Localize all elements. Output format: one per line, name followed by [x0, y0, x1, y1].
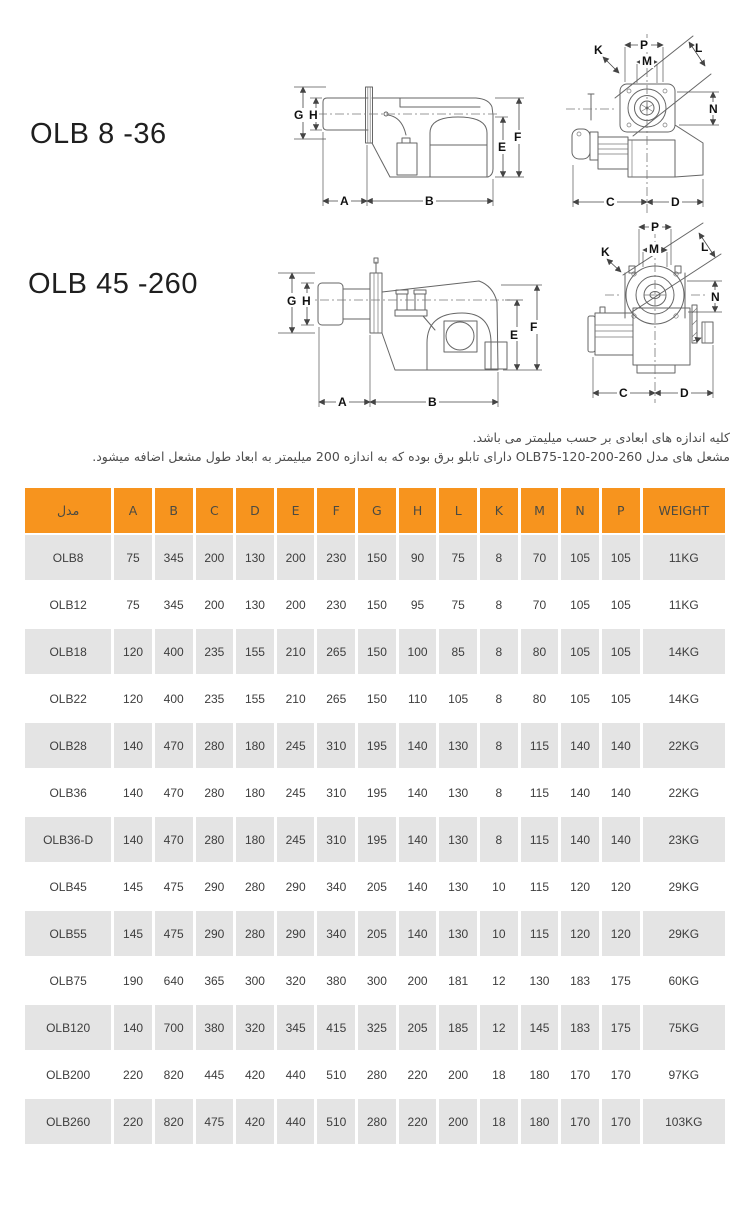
value-cell: 8	[480, 629, 518, 674]
olb8-36-front-view-drawing	[553, 28, 750, 220]
model-cell: OLB200	[25, 1052, 111, 1097]
dim-label-k: K	[601, 245, 610, 259]
model-cell: OLB75	[25, 958, 111, 1003]
value-cell: 280	[196, 770, 234, 815]
header-cell: H	[399, 488, 437, 533]
value-cell: 130	[439, 864, 477, 909]
table-row	[25, 723, 725, 768]
value-cell: 820	[155, 1099, 193, 1144]
weight-cell: 22KG	[643, 770, 725, 815]
value-cell: 180	[236, 770, 274, 815]
value-cell: 210	[277, 629, 315, 674]
value-cell: 140	[399, 817, 437, 862]
value-cell: 18	[480, 1099, 518, 1144]
value-cell: 115	[521, 770, 559, 815]
value-cell: 475	[155, 864, 193, 909]
dim-label-f: F	[530, 320, 538, 334]
dim-label-h: H	[302, 294, 311, 308]
value-cell: 105	[561, 535, 599, 580]
table-row	[25, 958, 725, 1003]
value-cell: 340	[317, 864, 355, 909]
dim-label-m: M	[649, 242, 659, 256]
value-cell: 140	[602, 770, 640, 815]
weight-cell: 103KG	[643, 1099, 725, 1144]
value-cell: 8	[480, 535, 518, 580]
value-cell: 170	[561, 1099, 599, 1144]
value-cell: 700	[155, 1005, 193, 1050]
value-cell: 105	[602, 582, 640, 627]
weight-cell: 11KG	[643, 582, 725, 627]
value-cell: 820	[155, 1052, 193, 1097]
value-cell: 70	[521, 535, 559, 580]
model-cell: OLB28	[25, 723, 111, 768]
value-cell: 140	[561, 770, 599, 815]
value-cell: 280	[196, 723, 234, 768]
dim-label-g: G	[294, 108, 304, 122]
value-cell: 280	[196, 817, 234, 862]
value-cell: 115	[521, 864, 559, 909]
value-cell: 440	[277, 1052, 315, 1097]
value-cell: 130	[439, 723, 477, 768]
value-cell: 420	[236, 1052, 274, 1097]
header-cell-model: مدل	[25, 488, 111, 533]
value-cell: 220	[399, 1099, 437, 1144]
burner-side-outline	[303, 258, 510, 370]
value-cell: 105	[561, 629, 599, 674]
value-cell: 400	[155, 676, 193, 721]
model-cell: OLB55	[25, 911, 111, 956]
dim-label-k: K	[594, 43, 603, 57]
dim-label-b: B	[425, 194, 434, 208]
header-cell: M	[521, 488, 559, 533]
value-cell: 415	[317, 1005, 355, 1050]
value-cell: 290	[277, 864, 315, 909]
value-cell: 220	[399, 1052, 437, 1097]
value-cell: 245	[277, 770, 315, 815]
value-cell: 345	[155, 535, 193, 580]
value-cell: 300	[236, 958, 274, 1003]
value-cell: 120	[114, 676, 152, 721]
value-cell: 120	[602, 864, 640, 909]
table-row	[25, 1052, 725, 1097]
value-cell: 365	[196, 958, 234, 1003]
header-cell: E	[277, 488, 315, 533]
value-cell: 175	[602, 958, 640, 1003]
dim-label-d: D	[680, 386, 689, 400]
dim-label-l: L	[695, 41, 703, 55]
value-cell: 145	[114, 911, 152, 956]
weight-cell: 22KG	[643, 723, 725, 768]
value-cell: 120	[561, 864, 599, 909]
value-cell: 140	[114, 1005, 152, 1050]
value-cell: 95	[399, 582, 437, 627]
value-cell: 115	[521, 723, 559, 768]
value-cell: 12	[480, 958, 518, 1003]
value-cell: 85	[439, 629, 477, 674]
weight-cell: 14KG	[643, 629, 725, 674]
value-cell: 310	[317, 723, 355, 768]
value-cell: 181	[439, 958, 477, 1003]
value-cell: 175	[602, 1005, 640, 1050]
value-cell: 180	[236, 817, 274, 862]
value-cell: 10	[480, 864, 518, 909]
model-cell: OLB36	[25, 770, 111, 815]
value-cell: 140	[114, 770, 152, 815]
value-cell: 8	[480, 770, 518, 815]
table-row	[25, 535, 725, 580]
value-cell: 115	[521, 817, 559, 862]
value-cell: 140	[602, 723, 640, 768]
weight-cell: 97KG	[643, 1052, 725, 1097]
value-cell: 75	[114, 535, 152, 580]
value-cell: 75	[114, 582, 152, 627]
value-cell: 130	[439, 911, 477, 956]
value-cell: 230	[317, 535, 355, 580]
value-cell: 205	[399, 1005, 437, 1050]
value-cell: 130	[439, 817, 477, 862]
value-cell: 200	[439, 1099, 477, 1144]
value-cell: 200	[277, 582, 315, 627]
table-row	[25, 1005, 725, 1050]
olb45-260-side-view-drawing	[275, 240, 545, 415]
dim-label-a: A	[340, 194, 349, 208]
value-cell: 105	[602, 629, 640, 674]
value-cell: 235	[196, 676, 234, 721]
value-cell: 170	[602, 1052, 640, 1097]
value-cell: 220	[114, 1099, 152, 1144]
dim-label-g: G	[287, 294, 297, 308]
value-cell: 290	[196, 911, 234, 956]
value-cell: 470	[155, 817, 193, 862]
value-cell: 320	[236, 1005, 274, 1050]
value-cell: 130	[236, 582, 274, 627]
value-cell: 183	[561, 958, 599, 1003]
value-cell: 280	[358, 1052, 396, 1097]
value-cell: 70	[521, 582, 559, 627]
weight-cell: 75KG	[643, 1005, 725, 1050]
model-cell: OLB12	[25, 582, 111, 627]
value-cell: 105	[602, 535, 640, 580]
note-line-2: مشعل های مدل OLB75-120-200-260 دارای تابلو برق بوده که به اندازه 200 میلیمتر به ابعاد طول مشعل اضافه میشود.	[92, 449, 730, 464]
value-cell: 150	[358, 582, 396, 627]
value-cell: 8	[480, 676, 518, 721]
value-cell: 105	[439, 676, 477, 721]
value-cell: 183	[561, 1005, 599, 1050]
value-cell: 75	[439, 535, 477, 580]
dimension-notes	[90, 428, 730, 466]
value-cell: 18	[480, 1052, 518, 1097]
value-cell: 180	[521, 1052, 559, 1097]
value-cell: 185	[439, 1005, 477, 1050]
value-cell: 145	[114, 864, 152, 909]
header-cell: F	[317, 488, 355, 533]
value-cell: 120	[561, 911, 599, 956]
dim-label-a: A	[338, 395, 347, 409]
value-cell: 200	[439, 1052, 477, 1097]
value-cell: 80	[521, 629, 559, 674]
table-row	[25, 911, 725, 956]
dim-label-f: F	[514, 130, 522, 144]
header-cell-weight: WEIGHT	[643, 488, 725, 533]
table-body	[25, 535, 725, 1144]
dim-label-p: P	[651, 220, 660, 234]
value-cell: 8	[480, 723, 518, 768]
table-row	[25, 1099, 725, 1144]
olb45-260-front-view-drawing	[555, 215, 750, 420]
value-cell: 345	[277, 1005, 315, 1050]
value-cell: 140	[114, 723, 152, 768]
value-cell: 130	[439, 770, 477, 815]
value-cell: 510	[317, 1099, 355, 1144]
table-row	[25, 770, 725, 815]
value-cell: 110	[399, 676, 437, 721]
value-cell: 190	[114, 958, 152, 1003]
value-cell: 310	[317, 770, 355, 815]
dim-label-n: N	[709, 102, 718, 116]
header-cell: G	[358, 488, 396, 533]
value-cell: 10	[480, 911, 518, 956]
value-cell: 120	[114, 629, 152, 674]
value-cell: 140	[399, 723, 437, 768]
table-row	[25, 629, 725, 674]
value-cell: 8	[480, 817, 518, 862]
burner-side-outline	[318, 87, 498, 177]
model-cell: OLB120	[25, 1005, 111, 1050]
dim-label-m: M	[642, 54, 652, 68]
model-cell: OLB260	[25, 1099, 111, 1144]
value-cell: 320	[277, 958, 315, 1003]
dim-label-e: E	[510, 328, 519, 342]
model-cell: OLB18	[25, 629, 111, 674]
value-cell: 380	[317, 958, 355, 1003]
value-cell: 170	[561, 1052, 599, 1097]
value-cell: 230	[317, 582, 355, 627]
value-cell: 155	[236, 676, 274, 721]
value-cell: 280	[236, 911, 274, 956]
value-cell: 180	[236, 723, 274, 768]
header-cell: B	[155, 488, 193, 533]
dim-label-e: E	[498, 140, 507, 154]
value-cell: 200	[196, 535, 234, 580]
value-cell: 170	[602, 1099, 640, 1144]
model-cell: OLB22	[25, 676, 111, 721]
value-cell: 300	[358, 958, 396, 1003]
dim-label-b: B	[428, 395, 437, 409]
header-cell: D	[236, 488, 274, 533]
dim-label-n: N	[711, 290, 720, 304]
value-cell: 400	[155, 629, 193, 674]
header-cell: C	[196, 488, 234, 533]
value-cell: 345	[155, 582, 193, 627]
value-cell: 140	[399, 770, 437, 815]
value-cell: 105	[561, 676, 599, 721]
value-cell: 12	[480, 1005, 518, 1050]
value-cell: 140	[399, 864, 437, 909]
value-cell: 100	[399, 629, 437, 674]
value-cell: 205	[358, 911, 396, 956]
value-cell: 155	[236, 629, 274, 674]
value-cell: 220	[114, 1052, 152, 1097]
value-cell: 200	[196, 582, 234, 627]
value-cell: 80	[521, 676, 559, 721]
value-cell: 470	[155, 770, 193, 815]
value-cell: 140	[114, 817, 152, 862]
value-cell: 150	[358, 676, 396, 721]
value-cell: 195	[358, 770, 396, 815]
value-cell: 265	[317, 629, 355, 674]
burner-front-outline	[566, 34, 711, 214]
value-cell: 245	[277, 723, 315, 768]
dim-label-c: C	[606, 195, 615, 209]
value-cell: 115	[521, 911, 559, 956]
dim-label-l: L	[701, 240, 709, 254]
header-cell: L	[439, 488, 477, 533]
dimension-lines	[292, 87, 525, 208]
weight-cell: 29KG	[643, 864, 725, 909]
value-cell: 380	[196, 1005, 234, 1050]
value-cell: 195	[358, 723, 396, 768]
table-header-row	[25, 488, 725, 533]
value-cell: 445	[196, 1052, 234, 1097]
value-cell: 210	[277, 676, 315, 721]
header-cell: A	[114, 488, 152, 533]
model-range-label-olb45-260: OLB 45 -260	[28, 268, 198, 300]
header-cell: P	[602, 488, 640, 533]
olb8-36-side-view-drawing	[290, 55, 550, 220]
value-cell: 280	[236, 864, 274, 909]
value-cell: 140	[561, 723, 599, 768]
weight-cell: 60KG	[643, 958, 725, 1003]
value-cell: 325	[358, 1005, 396, 1050]
value-cell: 290	[196, 864, 234, 909]
table-row	[25, 582, 725, 627]
value-cell: 340	[317, 911, 355, 956]
dimension-lines	[573, 38, 719, 209]
value-cell: 200	[399, 958, 437, 1003]
model-range-label-olb8-36: OLB 8 -36	[30, 118, 167, 150]
value-cell: 140	[561, 817, 599, 862]
value-cell: 75	[439, 582, 477, 627]
model-cell: OLB36-D	[25, 817, 111, 862]
value-cell: 440	[277, 1099, 315, 1144]
value-cell: 235	[196, 629, 234, 674]
value-cell: 290	[277, 911, 315, 956]
value-cell: 105	[561, 582, 599, 627]
value-cell: 205	[358, 864, 396, 909]
header-cell: N	[561, 488, 599, 533]
value-cell: 180	[521, 1099, 559, 1144]
value-cell: 90	[399, 535, 437, 580]
header-cell: K	[480, 488, 518, 533]
value-cell: 140	[602, 817, 640, 862]
value-cell: 105	[602, 676, 640, 721]
value-cell: 145	[521, 1005, 559, 1050]
weight-cell: 23KG	[643, 817, 725, 862]
value-cell: 265	[317, 676, 355, 721]
value-cell: 245	[277, 817, 315, 862]
value-cell: 140	[399, 911, 437, 956]
value-cell: 195	[358, 817, 396, 862]
value-cell: 470	[155, 723, 193, 768]
note-line-1: کلیه اندازه های ابعادی بر حسب میلیمتر می باشد.	[472, 430, 730, 445]
dim-label-h: H	[309, 108, 318, 122]
value-cell: 510	[317, 1052, 355, 1097]
value-cell: 200	[277, 535, 315, 580]
model-cell: OLB45	[25, 864, 111, 909]
dimensions-table	[22, 486, 728, 1146]
value-cell: 475	[155, 911, 193, 956]
value-cell: 310	[317, 817, 355, 862]
value-cell: 150	[358, 629, 396, 674]
dim-label-d: D	[671, 195, 680, 209]
dim-label-p: P	[640, 38, 649, 52]
value-cell: 120	[602, 911, 640, 956]
weight-cell: 11KG	[643, 535, 725, 580]
dim-label-c: C	[619, 386, 628, 400]
weight-cell: 14KG	[643, 676, 725, 721]
value-cell: 280	[358, 1099, 396, 1144]
value-cell: 130	[236, 535, 274, 580]
table-row	[25, 676, 725, 721]
value-cell: 640	[155, 958, 193, 1003]
table-row	[25, 864, 725, 909]
value-cell: 130	[521, 958, 559, 1003]
model-cell: OLB8	[25, 535, 111, 580]
value-cell: 475	[196, 1099, 234, 1144]
weight-cell: 29KG	[643, 911, 725, 956]
value-cell: 420	[236, 1099, 274, 1144]
table-row	[25, 817, 725, 862]
value-cell: 8	[480, 582, 518, 627]
value-cell: 150	[358, 535, 396, 580]
